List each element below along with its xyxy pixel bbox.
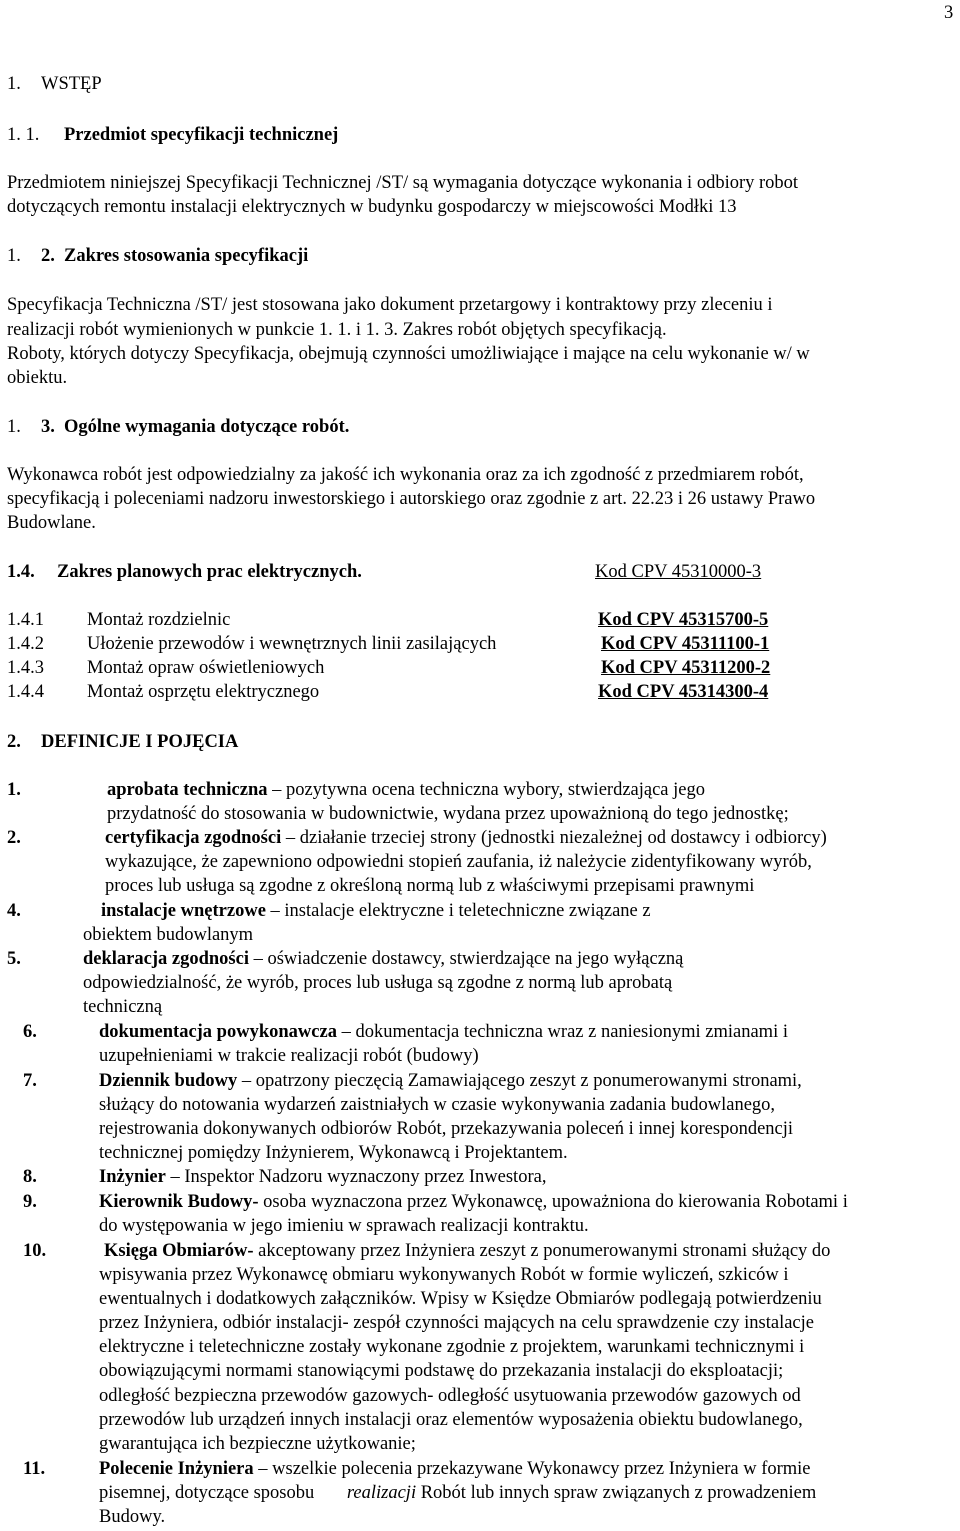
definition-6-line-1: dokumentacja powykonawcza – dokumentacja techniczna wraz z naniesionymi zmianami i (99, 1022, 788, 1042)
definition-1-line-1: aprobata techniczna – pozytywna ocena techniczna wybory, stwierdzająca jego (107, 780, 705, 800)
definition-10-line-9: gwarantująca ich bezpieczne użytkowanie; (99, 1434, 416, 1454)
definition-10-line-4: przez Inżyniera, odbiór instalacji- zespół czynności mających na celu sprawdzenie czy instalacje (99, 1313, 814, 1333)
definition-5-line-1: deklaracja zgodności – oświadczenie dostawcy, stwierdzające na jego wyłączną (83, 949, 684, 969)
item-1-4-3-number: 1.4.3 (7, 658, 44, 678)
item-1-4-2-label: Ułożenie przewodów i wewnętrznych linii zasilających (87, 634, 497, 654)
section-1-2-text-line-2: realizacji robót wymienionych w punkcie 1. 1. i 1. 3. Zakres robót objętych specyfikacją. (7, 320, 667, 340)
definition-5-line-3: techniczną (83, 997, 163, 1017)
item-1-4-1-label: Montaż rozdzielnic (87, 610, 231, 630)
section-1-2-text-line-1: Specyfikacja Techniczna /ST/ jest stosowana jako dokument przetargowy i kontraktowy przy zleceniu i (7, 295, 773, 315)
definition-5-number: 5. (7, 949, 21, 969)
item-1-4-4-label: Montaż osprzętu elektrycznego (87, 682, 320, 702)
definition-2-line-1: certyfikacja zgodności – działanie trzeciej strony (jednostki niezależnej od dostawcy i odbiorcy) (105, 828, 827, 848)
item-1-4-1-number: 1.4.1 (7, 610, 44, 630)
item-1-4-2-cpv-code: Kod CPV 45311100-1 (601, 634, 770, 654)
item-1-4-3-label: Montaż opraw oświetleniowych (87, 658, 325, 678)
section-2-number: 2. (7, 732, 21, 752)
definition-11-line-1: Polecenie Inżyniera – wszelkie polecenia przekazywane Wykonawcy przez Inżyniera w formie (99, 1459, 811, 1479)
section-1-2-text-line-4: obiektu. (7, 368, 68, 388)
section-1-3-text-line-2: specyfikacją i poleceniami nadzoru inwestorskiego i autorskiego oraz zgodnie z art. 22.23 i 26 ustawy Prawo (7, 489, 816, 509)
section-1-3-number-2: 3. (41, 417, 55, 437)
definition-10-term: Księga Obmiarów (104, 1241, 248, 1261)
definition-6-line-2: uzupełnieniami w trakcie realizacji robót (budowy) (99, 1046, 479, 1066)
definition-11-number: 11. (23, 1459, 46, 1479)
section-1-1-number: 1. 1. (7, 125, 40, 145)
section-1-2-text-line-3: Roboty, których dotyczy Specyfikacja, obejmują czynności umożliwiające i mające na celu wykonanie w/ w (7, 344, 810, 364)
definition-8-term: Inżynier (99, 1167, 166, 1187)
definition-9-term: Kierownik Budowy (99, 1192, 253, 1212)
section-1-2-number-2: 2. (41, 246, 55, 266)
definition-7-line-2: służący do notowania wydarzeń zaistniałych w czasie wykonywania zadania budowlanego, (99, 1095, 776, 1115)
definition-8-number: 8. (23, 1167, 37, 1187)
item-1-4-4-cpv-code: Kod CPV 45314300-4 (598, 682, 769, 702)
definition-1-line-2: przydatność do stosowania w budownictwie, wydana przez upoważnioną do tego jednostkę; (107, 804, 789, 824)
section-1-title: WSTĘP (41, 74, 102, 94)
definition-5-line-2: odpowiedzialność, że wyrób, proces lub usługa są zgodne z normą lub aprobatą (83, 973, 673, 993)
section-1-number: 1. (7, 74, 21, 94)
definition-2-line-3: proces lub usługa są zgodne z określoną normą lub z właściwymi przepisami prawnymi (105, 876, 755, 896)
definition-10-number: 10. (23, 1241, 47, 1261)
section-1-3-text-line-3: Budowlane. (7, 513, 96, 533)
item-1-4-1-cpv-code: Kod CPV 45315700-5 (598, 610, 769, 630)
definition-2-number: 2. (7, 828, 21, 848)
definition-6-term: dokumentacja powykonawcza (99, 1022, 337, 1042)
definition-5-term: deklaracja zgodności (83, 949, 249, 969)
definition-1-number: 1. (7, 780, 21, 800)
section-1-1-text-line-2: dotyczących remontu instalacji elektrycznych w budynku gospodarczy w miejscowości Modłki 13 (7, 197, 737, 217)
section-1-1-title: Przedmiot specyfikacji technicznej (64, 125, 339, 145)
definition-9-line-1: Kierownik Budowy- osoba wyznaczona przez Wykonawcę, upoważniona do kierowania Robotami i (99, 1192, 848, 1212)
section-1-2-title: Zakres stosowania specyfikacji (64, 246, 309, 266)
definition-4-term: instalacje wnętrzowe (101, 901, 266, 921)
section-2-title: DEFINICJE I POJĘCIA (41, 732, 239, 752)
definition-10-line-2: wpisywania przez Wykonawcę obmiaru wykonywanych Robót w formie wyliczeń, szkiców i (99, 1265, 789, 1285)
section-1-4-cpv-code: Kod CPV 45310000-3 (595, 562, 762, 582)
definition-7-line-4: technicznej pomiędzy Inżynierem, Wykonawcą i Projektantem. (99, 1143, 568, 1163)
item-1-4-3-cpv-code: Kod CPV 45311200-2 (601, 658, 771, 678)
section-1-4-number: 1.4. (7, 562, 35, 582)
definition-6-number: 6. (23, 1022, 37, 1042)
definition-10-line-8: przewodów lub urządzeń innych instalacji oraz elementów wyposażenia obiektu budowlanego, (99, 1410, 803, 1430)
definition-1-term: aprobata techniczna (107, 780, 268, 800)
definition-10-line-7: odległość bezpieczna przewodów gazowych- odległość usytuowania przewodów gazowych od (99, 1386, 801, 1406)
definition-7-number: 7. (23, 1071, 37, 1091)
definition-11-line-2: pisemnej, dotyczące sposobu realizacji Robót lub innych spraw związanych z prowadzeniem (99, 1483, 817, 1503)
definition-10-line-5: elektryczne i teletechniczne zostały wykonane zgodnie z projektem, warunkami technicznymi i (99, 1337, 805, 1357)
definition-7-line-3: rejestrowania dokonywanych odbiorów Robót, przekazywania poleceń i innej korespondencji (99, 1119, 794, 1139)
section-1-3-number: 1. (7, 417, 21, 437)
definition-10-line-1: Księga Obmiarów- akceptowany przez Inżyniera zeszyt z ponumerowanymi stronami służący do (104, 1241, 831, 1261)
definition-4-line-2: obiektem budowlanym (83, 925, 254, 945)
definition-2-line-2: wykazujące, że zapewniono odpowiedni stopień zaufania, iż należycie zidentyfikowany wyrób, (105, 852, 812, 872)
definition-7-line-1: Dziennik budowy – opatrzony pieczęcią Zamawiającego zeszyt z ponumerowanymi stronami, (99, 1071, 802, 1091)
definition-4-number: 4. (7, 901, 21, 921)
item-1-4-2-number: 1.4.2 (7, 634, 44, 654)
definition-11-term: Polecenie Inżyniera (99, 1459, 254, 1479)
section-1-2-number: 1. (7, 246, 21, 266)
definition-8-line-1: Inżynier – Inspektor Nadzoru wyznaczony przez Inwestora, (99, 1167, 547, 1187)
definition-7-term: Dziennik budowy (99, 1071, 238, 1091)
definition-4-line-1: instalacje wnętrzowe – instalacje elektryczne i teletechniczne związane z (101, 901, 651, 921)
item-1-4-4-number: 1.4.4 (7, 682, 44, 702)
definition-2-term: certyfikacja zgodności (105, 828, 282, 848)
definition-11-line-3: Budowy. (99, 1507, 166, 1527)
definition-10-line-6: obowiązującymi normami stanowiącymi podstawę do przekazania instalacji do eksploatacji; (99, 1361, 784, 1381)
definition-9-number: 9. (23, 1192, 37, 1212)
definition-9-line-2: do występowania w jego imieniu w sprawach realizacji kontraktu. (99, 1216, 589, 1236)
section-1-3-title: Ogólne wymagania dotyczące robót. (64, 417, 350, 437)
section-1-4-title: Zakres planowych prac elektrycznych. (57, 562, 362, 582)
section-1-3-text-line-1: Wykonawca robót jest odpowiedzialny za jakość ich wykonania oraz za ich zgodność z przedmiarem robót, (7, 465, 804, 485)
section-1-1-text-line-1: Przedmiotem niniejszej Specyfikacji Technicznej /ST/ są wymagania dotyczące wykonania i odbiory robot (7, 173, 799, 193)
definition-10-line-3: ewentualnych i dodatkowych załączników. Wpisy w Księdze Obmiarów podlegają potwierdzeniu (99, 1289, 822, 1309)
page-number: 3 (944, 3, 954, 23)
